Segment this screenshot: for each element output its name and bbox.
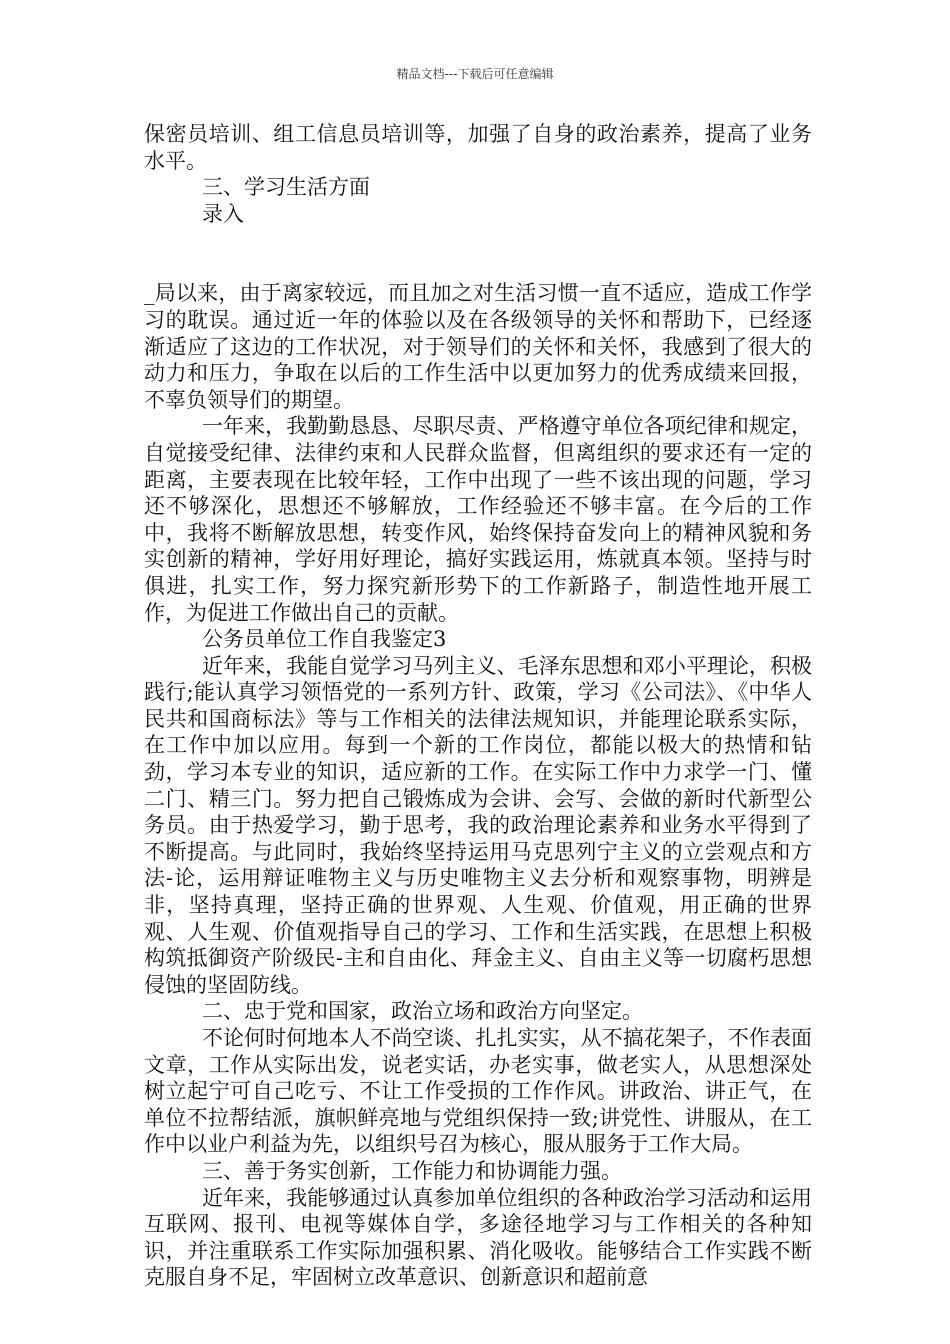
blank-gap xyxy=(144,227,812,280)
paragraph-recent-years-learning: 近年来，我能够通过认真参加单位组织的各种政治学习活动和运用互联网、报刊、电视等媒体自学，多途径地学习与工作相关的各种知识，并注重联系工作实际加强积累、消化吸收。能够结合工作实践不断克服自身不足，牢固树立改革意识、创新意识和超前意 xyxy=(144,1185,812,1290)
section-heading-study-life: 三、学习生活方面 xyxy=(202,175,370,200)
paragraph-luru: 录入 xyxy=(202,201,244,226)
section-heading-loyalty: 二、忠于党和国家，政治立场和政治方向坚定。 xyxy=(202,999,643,1024)
section-heading-innovation: 三、善于务实创新，工作能力和协调能力强。 xyxy=(202,1158,622,1183)
paragraph-year-review: 一年来，我勤勤恳恳、尽职尽责、严格遵守单位各项纪律和规定，自觉接受纪律、法律约束和人民群众监督，但离组织的要求还有一定的距离，主要表现在比较年轻，工作中出现了一些不该出现的问题，学习还不够深化，思想还不够解放，工作经验还不够丰富。在今后的工作中，我将不断解放思想，转变作风，始终保持奋发向上的精神风貌和务实创新的精神，学好用好理论，搞好实践运用，炼就真本领。坚持与时俱进，扎实工作，努力探究新形势下的工作新路子，制造性地开展工作，为促进工作做出自己的贡献。 xyxy=(144,414,812,625)
section-title-self-evaluation-3: 公务员单位工作自我鉴定3 xyxy=(202,627,447,652)
paragraph-work-style: 不论何时何地本人不尚空谈、扎扎实实，从不搞花架子，不作表面文章，工作从实际出发，说老实话，办老实事，做老实人，从思想深处树立起宁可自己吃亏、不让工作受损的工作作风。讲政治、讲正气，在单位不拉帮结派，旗帜鲜亮地与党组织保持一致;讲党性、讲服从，在工作中以业户利益为先，以组织号召为核心，服从服务于工作大局。 xyxy=(144,1026,812,1157)
document-body xyxy=(144,121,812,1291)
paragraph-training: 保密员培训、组工信息员培训等，加强了自身的政治素养，提高了业务水平。 xyxy=(144,122,812,173)
paragraph-recent-years-study: 近年来，我能自觉学习马列主义、毛泽东思想和邓小平理论，积极践行;能认真学习领悟党的一系列方针、政策，学习《公司法》、《中华人民共和国商标法》等与工作相关的法律法规知识，并能理论联系实际，在工作中加以应用。每到一个新的工作岗位，都能以极大的热情和钻劲，学习本专业的知识，适应新的工作。在实际工作中力求学一门、懂二门、精三门。努力把自己锻炼成为会讲、会写、会做的新时代新型公务员。由于热爱学习，勤于思考，我的政治理论素养和业务水平得到了不断提高。与此同时，我始终坚持运用马克思列宁主义的立尝观点和方法-论，运用辩证唯物主义与历史唯物主义去分析和观察事物，明辨是非，坚持真理，坚持正确的世界观、人生观、价值观，用正确的世界观、人生观、价值观指导自己的学习、工作和生活实践，在思想上积极构筑抵御资产阶级民-主和自由化、拜金主义、自由主义等一切腐朽思想侵蚀的坚固防线。 xyxy=(144,653,812,997)
page-header: 精品文档---下载后可任意编辑 xyxy=(396,67,554,81)
paragraph-adaptation: _局以来，由于离家较远，而且加之对生活习惯一直不适应，造成工作学习的耽误。通过近一年的体验以及在各级领导的关怀和帮助下，已经逐渐适应了这边的工作状况，对于领导们的关怀和关怀，我感到了很大的动力和压力，争取在以后的工作生活中以更加努力的优秀成绩来回报，不辜负领导们的期望。 xyxy=(144,281,812,412)
